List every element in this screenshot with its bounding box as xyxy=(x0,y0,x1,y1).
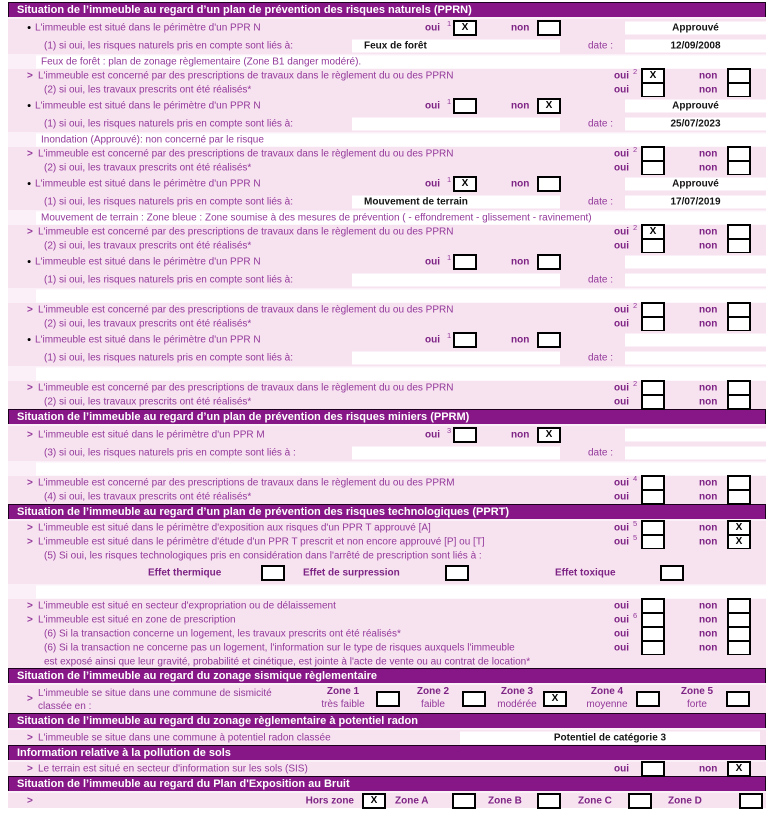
desc-row xyxy=(8,132,766,147)
description-field[interactable] xyxy=(36,462,766,475)
section-pollution xyxy=(8,745,766,776)
oui-label: oui xyxy=(425,429,440,441)
lies-row xyxy=(8,444,766,461)
oui-number: 1 xyxy=(447,331,452,340)
oui-label: oui xyxy=(614,382,629,394)
date-field[interactable]: 17/07/2019 xyxy=(625,195,766,208)
question-label: (2) si oui, les travaux prescrits ont été réalisés* xyxy=(44,240,252,252)
section-header: Situation de l’immeuble au regard d’un plan de prévention des risques naturels (PPRN) xyxy=(8,2,766,17)
oui-checkbox[interactable] xyxy=(641,238,665,254)
section-header: Information relative à la pollution de sols xyxy=(8,745,766,760)
situe-row xyxy=(8,426,766,444)
bruit-row xyxy=(8,793,766,808)
date-field[interactable] xyxy=(625,273,766,286)
ouinon-row xyxy=(8,161,766,175)
date-label: date : xyxy=(588,196,614,207)
ouinon-row xyxy=(8,535,766,549)
approval-field[interactable] xyxy=(625,334,766,347)
oui-label: oui xyxy=(614,148,629,160)
non-label: non xyxy=(699,491,718,503)
question-label: L'immeuble est situé dans le périmètre d'un PPR N xyxy=(35,22,261,34)
ouinon-row xyxy=(8,147,766,161)
question-label: L'immeuble est situé dans le périmètre d'un PPR M xyxy=(38,429,265,441)
non-checkbox[interactable] xyxy=(727,640,751,656)
date-label: date : xyxy=(588,447,614,458)
desc-row xyxy=(8,54,766,69)
non-label: non xyxy=(699,477,718,489)
oui-number: 1 xyxy=(447,253,452,262)
non-label: non xyxy=(511,100,530,112)
question-label: L'immeuble est situé dans le périmètre d'un PPR N xyxy=(35,256,261,268)
non-label: non xyxy=(699,226,718,238)
date-label: date : xyxy=(588,118,614,129)
non-checkbox[interactable]: X xyxy=(537,427,561,443)
chevron-icon: > xyxy=(27,477,33,489)
oui-label: oui xyxy=(614,763,629,775)
non-label: non xyxy=(699,70,718,82)
oui-number: 1 xyxy=(447,19,452,28)
ouinon-row xyxy=(8,83,766,97)
section-bruit xyxy=(8,776,766,808)
oui-checkbox[interactable] xyxy=(641,82,665,98)
oui-number: 5 xyxy=(633,533,638,542)
non-label: non xyxy=(699,642,718,654)
situe-row xyxy=(8,175,766,193)
non-label: non xyxy=(699,240,718,252)
non-label: non xyxy=(699,628,718,640)
oui-checkbox[interactable] xyxy=(641,489,665,505)
non-label: non xyxy=(699,600,718,612)
chevron-icon: > xyxy=(27,304,33,316)
bullet-icon: ● xyxy=(27,336,32,344)
section-header: Situation de l’immeuble au regard du zonage sismique règlementaire xyxy=(8,668,766,683)
oui-checkbox[interactable] xyxy=(453,427,477,443)
oui-checkbox[interactable] xyxy=(641,316,665,332)
seismic-zone-checkbox[interactable] xyxy=(636,691,660,707)
oui-number: 2 xyxy=(633,223,638,232)
oui-label: oui xyxy=(614,70,629,82)
section-header: Situation de l’immeuble au regard d’un plan de prévention des risques miniers (PPRM) xyxy=(8,409,766,424)
question-label: L'immeuble est situé dans le périmètre d'un PPR N xyxy=(35,334,261,346)
oui-checkbox[interactable] xyxy=(453,332,477,348)
situe-row xyxy=(8,19,766,37)
oui-label: oui xyxy=(614,226,629,238)
effect-label: Effet thermique xyxy=(148,567,222,579)
ouinon-row xyxy=(8,641,766,655)
non-label: non xyxy=(511,178,530,190)
oui-number: 3 xyxy=(447,426,452,435)
oui-checkbox[interactable] xyxy=(641,394,665,410)
approval-field[interactable] xyxy=(625,256,766,269)
question-label: L'immeuble est situé dans le périmètre d'un PPR N xyxy=(35,178,261,190)
non-checkbox[interactable] xyxy=(727,82,751,98)
bullet-icon: ● xyxy=(27,258,32,266)
lies-row xyxy=(8,115,766,132)
seismic-zone-label: Zone 5 xyxy=(680,686,714,697)
noise-zone-checkbox[interactable] xyxy=(739,793,763,809)
oui-number: 1 xyxy=(447,97,452,106)
oui-label: oui xyxy=(614,162,629,174)
oui-checkbox[interactable] xyxy=(641,160,665,176)
oui-label: oui xyxy=(614,491,629,503)
non-label: non xyxy=(699,382,718,394)
non-checkbox[interactable] xyxy=(537,20,561,36)
non-label: non xyxy=(699,304,718,316)
risk-type-field[interactable]: Mouvement de terrain xyxy=(352,195,560,208)
lies-row xyxy=(8,37,766,54)
question-label: (2) si oui, les travaux prescrits ont été réalisés* xyxy=(44,318,252,330)
seismic-zone-label: Zone 4 xyxy=(590,686,624,697)
chevron-icon: > xyxy=(27,148,33,160)
description-field[interactable]: Feux de forêt : plan de zonage règlementaire (Zone B1 danger modéré). xyxy=(36,55,766,68)
seismic-zone-sublabel: modérée xyxy=(497,699,537,710)
description-field[interactable] xyxy=(36,289,766,302)
seismic-zone-sublabel: très faible xyxy=(321,699,365,710)
question-label: L'immeuble est concerné par des prescriptions de travaux dans le règlement du ou des PPRN xyxy=(38,148,454,160)
oui-label: oui xyxy=(614,600,629,612)
question-label: (4) si oui, les travaux prescrits ont été réalisés* xyxy=(44,491,252,503)
effect-checkbox[interactable] xyxy=(445,565,469,581)
description-field[interactable] xyxy=(36,367,766,380)
non-label: non xyxy=(699,162,718,174)
question-label: L'immeuble est situé dans le périmètre d'étude d'un PPR T prescrit et non encore approuvé [P] ou [T] xyxy=(38,536,485,548)
non-label: non xyxy=(511,22,530,34)
sub-question-label: (1) si oui, les risques naturels pris en compte sont liés à: xyxy=(44,40,293,51)
oui-label: oui xyxy=(614,84,629,96)
date-label: date : xyxy=(588,274,614,285)
oui-number: 2 xyxy=(633,145,638,154)
question-label: L'immeuble est situé en secteur d'expropriation ou de délaissement xyxy=(38,600,336,612)
oui-label: oui xyxy=(614,318,629,330)
question-label: L'immeuble est situé dans le périmètre d'un PPR N xyxy=(35,100,261,112)
note-label: est exposé ainsi que leur gravité, probabilité et cinétique, est jointe à l'acte de vente ou au contrat de location* xyxy=(44,656,531,667)
noise-zone-label: Zone B xyxy=(488,795,522,806)
noise-zone-checkbox[interactable] xyxy=(452,793,476,809)
ouinon-row xyxy=(8,317,766,331)
ouinon-row xyxy=(8,225,766,239)
chevron-icon: > xyxy=(27,382,33,394)
risk-form xyxy=(8,2,766,808)
non-label: non xyxy=(511,334,530,346)
ouinon-row xyxy=(8,476,766,490)
oui-label: oui xyxy=(614,536,629,548)
description-field[interactable]: Inondation (Approuvé): non concerné par le risque xyxy=(36,133,766,146)
chevron-icon: > xyxy=(27,732,33,743)
non-label: non xyxy=(699,396,718,408)
question-label: (6) Si la transaction concerne un logement, les travaux prescrits ont été réalisés* xyxy=(44,628,401,640)
section-header: Situation de l’immeuble au regard du zonage règlementaire à potentiel radon xyxy=(8,713,766,728)
question-label: L'immeuble est concerné par des prescriptions de travaux dans le règlement du ou des PPRM xyxy=(38,477,455,489)
seismic-zone-checkbox[interactable] xyxy=(462,691,486,707)
oui-label: oui xyxy=(425,100,440,112)
effect-label: Effet de surpression xyxy=(303,567,400,579)
chevron-icon: > xyxy=(27,522,33,534)
oui-checkbox[interactable] xyxy=(453,98,477,114)
oui-checkbox[interactable] xyxy=(453,254,477,270)
oui-label: oui xyxy=(614,628,629,640)
non-checkbox[interactable]: X xyxy=(537,98,561,114)
oui-number: 2 xyxy=(633,301,638,310)
oui-label: oui xyxy=(614,304,629,316)
noise-zone-label: Hors zone xyxy=(305,795,354,806)
oui-label: oui xyxy=(614,642,629,654)
seismic-zone-sublabel: forte xyxy=(686,699,707,710)
question-label: L'immeuble est situé en zone de prescription xyxy=(38,614,236,626)
seismic-zone-checkbox[interactable] xyxy=(726,691,750,707)
date-label: date : xyxy=(588,40,614,51)
oui-label: oui xyxy=(614,522,629,534)
ouinon-row xyxy=(8,395,766,409)
oui-label: oui xyxy=(614,477,629,489)
noise-zone-checkbox[interactable] xyxy=(537,793,561,809)
non-label: non xyxy=(699,84,718,96)
chevron-icon: > xyxy=(27,693,33,705)
question-label: L'immeuble est concerné par des prescriptions de travaux dans le règlement du ou des PPRN xyxy=(38,70,454,82)
desc-row xyxy=(8,584,766,599)
risk-type-field[interactable] xyxy=(352,351,560,364)
oui-number: 5 xyxy=(633,519,638,528)
non-checkbox[interactable]: X xyxy=(727,534,751,550)
date-field[interactable]: 12/09/2008 xyxy=(625,39,766,52)
non-label: non xyxy=(511,429,530,441)
oui-checkbox[interactable] xyxy=(641,640,665,656)
question-label: L'immeuble se situe dans une commune de sismicité xyxy=(38,688,272,699)
question-label: Le terrain est situé en secteur d'information sur les sols (SIS) xyxy=(38,763,308,775)
noise-zone-checkbox[interactable]: X xyxy=(362,793,386,809)
section-pprm xyxy=(8,409,766,504)
oui-checkbox[interactable]: X xyxy=(641,68,665,84)
risk-type-field[interactable] xyxy=(352,117,560,130)
oui-number: 2 xyxy=(633,379,638,388)
note-row xyxy=(8,655,766,668)
risk-type-field[interactable]: Feux de forêt xyxy=(352,39,560,52)
zones-row xyxy=(8,685,766,713)
question-label: (2) si oui, les travaux prescrits ont été réalisés* xyxy=(44,84,252,96)
chevron-icon: > xyxy=(27,226,33,238)
sub-question-label: (1) si oui, les risques naturels pris en compte sont liés à: xyxy=(44,118,293,129)
description-field[interactable]: Mouvement de terrain : Zone bleue : Zone soumise à des mesures de prévention ( - effondrement - glissement - ravinement) xyxy=(36,211,766,224)
ouinon-row xyxy=(8,762,766,776)
section-header: Situation de l’immeuble au regard d’un plan de prévention des risques technologiques (PPRT) xyxy=(8,504,766,519)
date-label: date : xyxy=(588,352,614,363)
ouinon-row xyxy=(8,381,766,395)
effect-checkbox[interactable] xyxy=(660,565,684,581)
section-header: Situation de l’immeuble au regard du Plan d'Exposition au Bruit xyxy=(8,776,766,791)
oui-label: oui xyxy=(614,240,629,252)
ouinon-row xyxy=(8,613,766,627)
chevron-icon: > xyxy=(27,614,33,626)
non-label: non xyxy=(699,318,718,330)
note-row xyxy=(8,549,766,562)
effect-label: Effet toxique xyxy=(555,567,616,579)
oui-checkbox[interactable] xyxy=(641,534,665,550)
seismic-zone-sublabel: moyenne xyxy=(586,699,628,710)
section-pprt xyxy=(8,504,766,668)
oui-checkbox[interactable]: X xyxy=(453,20,477,36)
date-field[interactable] xyxy=(625,446,766,459)
question-label: L'immeuble est concerné par des prescriptions de travaux dans le règlement du ou des PPRN xyxy=(38,304,454,316)
question-label: L'immeuble est concerné par des prescriptions de travaux dans le règlement du ou des PPRN xyxy=(38,382,454,394)
oui-label: oui xyxy=(425,22,440,34)
ouinon-row xyxy=(8,239,766,253)
question-label: (6) Si la transaction ne concerne pas un logement, l'information sur le type de risques auxquels l'immeuble xyxy=(44,642,515,654)
lies-row xyxy=(8,349,766,366)
chevron-icon: > xyxy=(27,600,33,612)
non-checkbox[interactable] xyxy=(537,254,561,270)
ouinon-row xyxy=(8,521,766,535)
question-label: (2) si oui, les travaux prescrits ont été réalisés* xyxy=(44,396,252,408)
question-label: L'immeuble est situé dans le périmètre d'exposition aux risques d'un PPR T approuvé [A] xyxy=(38,522,431,534)
ouinon-row xyxy=(8,627,766,641)
risk-type-field[interactable] xyxy=(352,273,560,286)
noise-zone-checkbox[interactable] xyxy=(628,793,652,809)
oui-label: oui xyxy=(425,256,440,268)
seismic-zone-checkbox[interactable]: X xyxy=(543,691,567,707)
approval-field[interactable]: Approuvé xyxy=(625,22,766,35)
chevron-icon: > xyxy=(27,536,33,548)
chevron-icon: > xyxy=(27,70,33,82)
date-field[interactable] xyxy=(625,351,766,364)
chevron-icon: > xyxy=(27,795,33,806)
question-label: (2) si oui, les travaux prescrits ont été réalisés* xyxy=(44,162,252,174)
approval-field[interactable] xyxy=(625,429,766,442)
section-pprn xyxy=(8,2,766,409)
situe-row xyxy=(8,331,766,349)
effets-row xyxy=(8,562,766,584)
sub-question-label: (1) si oui, les risques naturels pris en compte sont liés à: xyxy=(44,196,293,207)
non-label: non xyxy=(699,614,718,626)
question-label: L'immeuble se situe dans une commune à potentiel radon classée xyxy=(38,732,331,743)
situe-row xyxy=(8,253,766,271)
section-radon xyxy=(8,713,766,745)
non-label: non xyxy=(699,763,718,775)
section-sismique xyxy=(8,668,766,713)
radon-row xyxy=(8,730,766,745)
description-field[interactable] xyxy=(36,585,766,598)
oui-number: 4 xyxy=(633,474,638,483)
ouinon-row xyxy=(8,69,766,83)
approval-field[interactable]: Approuvé xyxy=(625,100,766,113)
noise-zone-label: Zone A xyxy=(395,795,429,806)
question-label-line2: classée en : xyxy=(38,701,92,712)
desc-row xyxy=(8,288,766,303)
seismic-zone-label: Zone 2 xyxy=(416,686,450,697)
seismic-zone-label: Zone 3 xyxy=(500,686,534,697)
desc-row xyxy=(8,366,766,381)
oui-number: 1 xyxy=(447,175,452,184)
oui-checkbox[interactable]: X xyxy=(453,176,477,192)
noise-zone-label: Zone C xyxy=(578,795,612,806)
oui-checkbox[interactable]: X xyxy=(641,224,665,240)
non-label: non xyxy=(699,522,718,534)
oui-number: 2 xyxy=(633,67,638,76)
situe-row xyxy=(8,97,766,115)
note-label: (5) Si oui, les risques technologiques pris en considération dans l'arrêté de prescription sont liés à : xyxy=(44,550,482,561)
seismic-zone-sublabel: faible xyxy=(421,699,445,710)
desc-row xyxy=(8,210,766,225)
non-checkbox[interactable] xyxy=(727,394,751,410)
non-checkbox[interactable] xyxy=(727,160,751,176)
bullet-icon: ● xyxy=(27,24,32,32)
sub-question-label: (3) si oui, les risques naturels pris en compte sont liés à : xyxy=(44,447,296,458)
oui-label: oui xyxy=(425,334,440,346)
oui-label: oui xyxy=(425,178,440,190)
ouinon-row xyxy=(8,303,766,317)
lies-row xyxy=(8,271,766,288)
date-field[interactable]: 25/07/2023 xyxy=(625,117,766,130)
sub-question-label: (1) si oui, les risques naturels pris en compte sont liés à: xyxy=(44,274,293,285)
sub-question-label: (1) si oui, les risques naturels pris en compte sont liés à: xyxy=(44,352,293,363)
effect-checkbox[interactable] xyxy=(261,565,285,581)
approval-field[interactable]: Approuvé xyxy=(625,178,766,191)
desc-row xyxy=(8,461,766,476)
ouinon-row xyxy=(8,599,766,613)
chevron-icon: > xyxy=(27,763,33,775)
noise-zone-label: Zone D xyxy=(668,795,702,806)
non-label: non xyxy=(699,536,718,548)
seismic-zone-checkbox[interactable] xyxy=(376,691,400,707)
oui-number: 6 xyxy=(633,611,638,620)
lies-row xyxy=(8,193,766,210)
risk-type-field[interactable] xyxy=(352,446,560,459)
non-checkbox[interactable] xyxy=(727,238,751,254)
non-checkbox[interactable]: X xyxy=(727,520,751,536)
non-checkbox[interactable] xyxy=(727,489,751,505)
non-label: non xyxy=(511,256,530,268)
ouinon-row xyxy=(8,490,766,504)
non-label: non xyxy=(699,148,718,160)
non-checkbox[interactable] xyxy=(537,176,561,192)
non-checkbox[interactable]: X xyxy=(727,761,751,777)
non-checkbox[interactable] xyxy=(537,332,561,348)
question-label: L'immeuble est concerné par des prescriptions de travaux dans le règlement du ou des PPRN xyxy=(38,226,454,238)
bullet-icon: ● xyxy=(27,180,32,188)
chevron-icon: > xyxy=(27,429,33,441)
oui-label: oui xyxy=(614,614,629,626)
oui-checkbox[interactable] xyxy=(641,761,665,777)
oui-label: oui xyxy=(614,396,629,408)
radon-category-field[interactable]: Potentiel de catégorie 3 xyxy=(460,731,760,744)
seismic-zone-label: Zone 1 xyxy=(326,686,360,697)
bullet-icon: ● xyxy=(27,102,32,110)
non-checkbox[interactable] xyxy=(727,316,751,332)
